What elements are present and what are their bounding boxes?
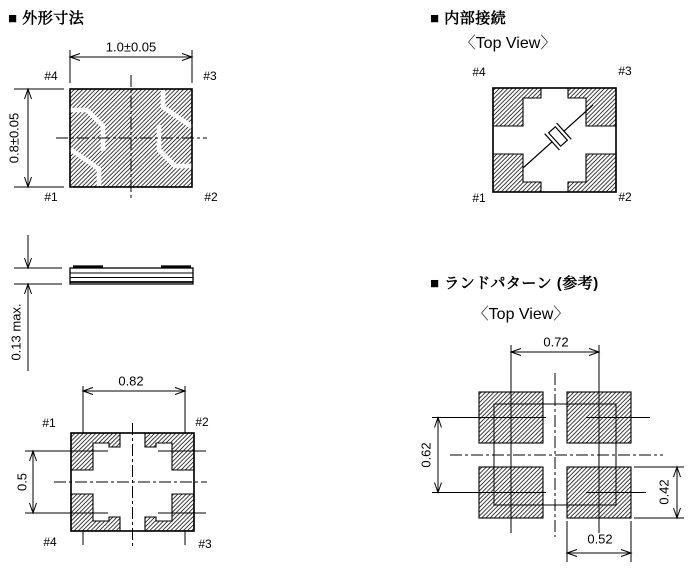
pin-label: #1 (472, 191, 486, 205)
pin-label: #1 (44, 190, 58, 204)
pin-label: #4 (43, 535, 57, 549)
pin-label: #3 (198, 537, 212, 551)
dim-label-pad-span-height: 0.5 (14, 472, 30, 492)
dim-label-width: 1.0±0.05 (105, 39, 157, 55)
section-title-outline: ■ 外形寸法 (8, 10, 85, 27)
outline-top-view (14, 50, 207, 201)
outline-side-view (14, 235, 193, 371)
pin-label: #3 (618, 64, 632, 78)
pin-label: #1 (42, 416, 56, 430)
pin-label: #2 (195, 415, 209, 429)
land-pattern-view (432, 345, 684, 562)
section-title-internal: ■ 内部接続 (430, 10, 507, 27)
pin-label: #2 (618, 190, 632, 204)
pin-label: #4 (44, 69, 58, 83)
internal-connection-view (493, 88, 616, 192)
pin-label: #3 (203, 69, 217, 83)
internal-top-view-caption: 〈Top View〉 (459, 35, 557, 52)
dim-label-pad-span-width: 0.82 (118, 373, 144, 389)
dim-label-land-pad-height: 0.42 (656, 479, 672, 505)
dim-label-thickness: 0.13 max. (8, 303, 24, 361)
section-title-land-pattern: ■ ランドパターン (参考) (430, 275, 599, 292)
dim-label-land-pad-width: 0.52 (587, 531, 613, 547)
dim-label-height: 0.8±0.05 (6, 112, 22, 164)
land-top-view-caption: 〈Top View〉 (472, 306, 570, 323)
dim-label-land-pitch-h: 0.72 (543, 334, 569, 350)
dim-label-land-pitch-v: 0.62 (418, 442, 434, 468)
pin-label: #4 (472, 65, 486, 79)
pin-label: #2 (204, 190, 218, 204)
outline-bottom-view (25, 386, 207, 546)
